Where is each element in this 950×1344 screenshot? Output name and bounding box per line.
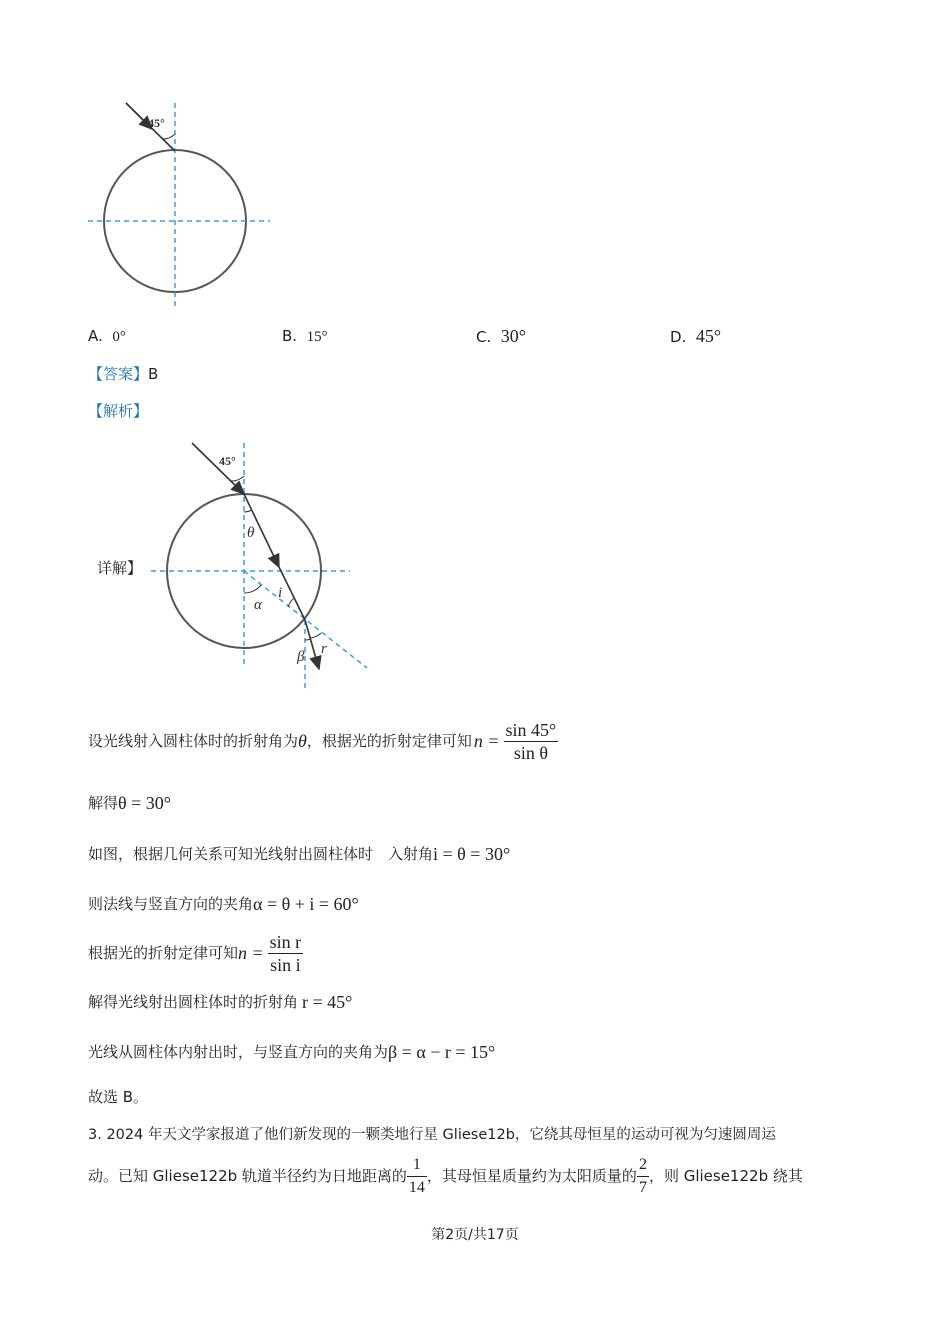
denominator: 7 [638, 1178, 647, 1196]
fraction [504, 719, 559, 764]
analysis-tag: 【解析】 [88, 402, 149, 420]
solution-line-6 [88, 990, 352, 1014]
solution-line-5 [88, 928, 303, 978]
line-text: 解得光线射出圆柱体时的折射角 [88, 993, 299, 1011]
theta-label: θ [247, 525, 255, 541]
option-letter: B. [282, 327, 298, 345]
answer-value: B [148, 365, 159, 383]
angle-label: 45° [148, 116, 165, 130]
question-3-line-1: 3. 2024 年天文学家报道了他们新发现的一颗类地行星 Gliese12b，它绕其母恒星的运动可视为匀速圆周运 [88, 1127, 776, 1143]
figure-2-diagram [145, 435, 380, 700]
solution-line-7 [88, 1040, 495, 1064]
inline-math: θ [298, 731, 307, 751]
figure-1-diagram [80, 95, 280, 315]
denominator: sin θ [513, 742, 548, 763]
detail-label: 详解】 [97, 559, 143, 577]
alpha-arc [244, 585, 261, 593]
fraction [268, 931, 304, 976]
inline-math: i = θ = 30° [433, 844, 511, 864]
option-c[interactable] [476, 326, 526, 347]
theta-arc [244, 510, 252, 512]
solution-line-2 [88, 791, 171, 815]
i-label: i [278, 585, 283, 601]
beta-label: β [297, 649, 305, 665]
line-text: ，其母恒星质量约为太阳质量的 [426, 1167, 637, 1185]
option-value: 15° [306, 329, 328, 345]
line-text: ，则 Gliese122b 绕其 [648, 1167, 803, 1185]
angle-45-arc [231, 476, 244, 481]
numerator: 2 [637, 1154, 649, 1177]
line-text: 解得 [88, 794, 119, 812]
option-letter: C. [476, 328, 492, 346]
numerator: sin r [269, 931, 302, 952]
option-d[interactable] [670, 326, 721, 347]
r-label: r [321, 641, 327, 657]
line-text: 则法线与竖直方向的夹角 [88, 895, 254, 913]
line-text: ，根据光的折射定律可知 [306, 732, 472, 750]
incident-ray [192, 443, 244, 494]
numerator: 1 [407, 1154, 427, 1177]
solution-line-8: 故选 B。 [88, 1088, 149, 1106]
alpha-label: α [254, 597, 262, 613]
line-text: 设光线射入圆柱体时的折射角为 [88, 732, 299, 750]
question-3-line-2 [88, 1152, 803, 1200]
r-arc [310, 633, 321, 638]
line-text: 动。已知 Gliese122b 轨道半径约为日地距离的 [88, 1167, 407, 1185]
denominator: sin i [270, 954, 301, 975]
inline-math: θ = 30° [118, 793, 171, 813]
numerator: sin 45° [505, 719, 557, 740]
exit-ray [305, 620, 319, 669]
angle-arc [163, 134, 175, 139]
option-a[interactable] [88, 326, 126, 347]
page-footer: 第2页/共17页 [431, 1227, 519, 1243]
fraction [407, 1154, 427, 1199]
solution-line-1 [88, 716, 558, 766]
denominator: 14 [408, 1178, 425, 1196]
refracted-ray-cont [279, 567, 305, 620]
answer-tag: 【答案】 [88, 365, 149, 383]
i-arc [288, 598, 294, 607]
option-letter: D. [670, 328, 687, 346]
line-text: 根据光的折射定律可知 [88, 944, 239, 962]
line-text: 光线从圆柱体内射出时，与竖直方向的夹角为 [88, 1043, 389, 1061]
answer-line [88, 364, 158, 384]
angle-45-label: 45° [219, 454, 236, 468]
option-value: 30° [500, 326, 526, 346]
formula-lhs: n = [238, 943, 264, 963]
solution-line-3 [88, 842, 510, 866]
inline-math: α = θ + i = 60° [253, 894, 359, 914]
inline-math: r = 45° [302, 992, 353, 1012]
option-b[interactable] [282, 326, 328, 347]
fraction [637, 1154, 649, 1199]
option-value: 45° [695, 326, 722, 346]
solution-line-4 [88, 892, 359, 916]
option-letter: A. [88, 327, 103, 345]
inline-math: β = α − r = 15° [388, 1042, 496, 1062]
option-value: 0° [112, 329, 126, 345]
formula-lhs: n = [473, 731, 500, 751]
line-text: 如图，根据几何关系可知光线射出圆柱体时 入射角 [88, 845, 434, 863]
